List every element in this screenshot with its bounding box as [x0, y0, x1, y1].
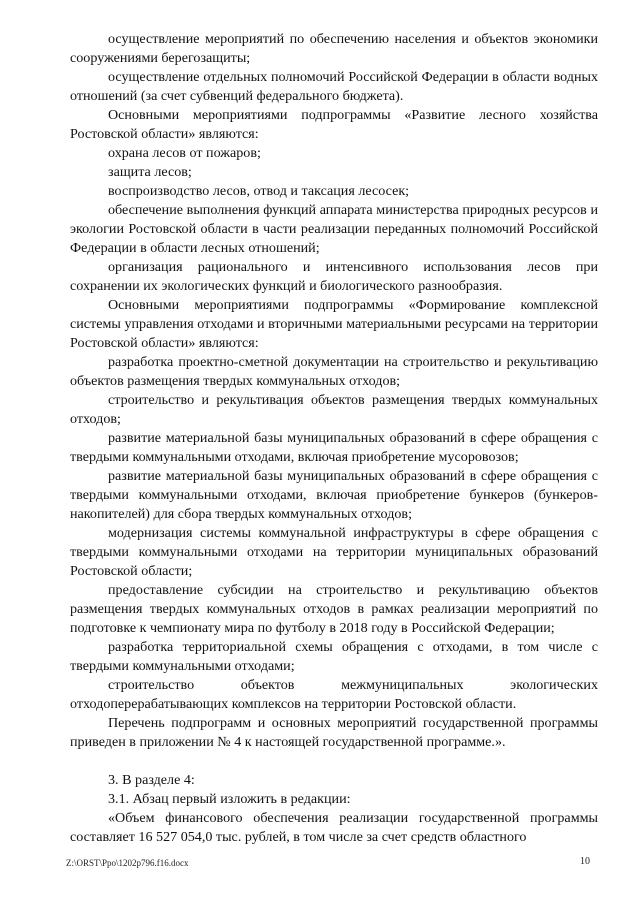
- paragraph: осуществление мероприятий по обеспечению населения и объектов экономики сооружениями берегозащиты;: [70, 31, 598, 66]
- paragraph: развитие материальной базы муниципальных образований в сфере обращения с твердыми коммунальными отходами, включая приобретение бункеров (бункеров-накопителей) для сбора твердых коммунальных отходов;: [70, 468, 598, 522]
- paragraph: осуществление отдельных полномочий Российской Федерации в области водных отношений (за счет субвенций федерального бюджета).: [70, 69, 598, 104]
- paragraph: защита лесов;: [108, 164, 192, 180]
- paragraph: организация рационального и интенсивного использования лесов при сохранении их экологических функций и биологического разнообразия.: [70, 259, 598, 294]
- paragraph: охрана лесов от пожаров;: [108, 145, 261, 161]
- paragraph: строительство объектов межмуниципальных экологических отходоперерабатывающих комплексов на территории Ростовской области.: [70, 677, 598, 712]
- blank-line: [70, 752, 598, 771]
- paragraph: Перечень подпрограмм и основных мероприятий государственной программы приведен в приложении № 4 к настоящей государственной программе.».: [70, 715, 598, 750]
- document-body: [70, 30, 598, 847]
- paragraph: воспроизводство лесов, отвод и таксация лесосек;: [108, 183, 410, 199]
- paragraph: «Объем финансового обеспечения реализации государственной программы составляет 16 527 054,0 тыс. рублей, в том числе за счет средств областного: [70, 810, 598, 845]
- paragraph: развитие материальной базы муниципальных образований в сфере обращения с твердыми коммунальными отходами, включая приобретение мусоровозов;: [70, 430, 598, 465]
- paragraph: разработка проектно-сметной документации на строительство и рекультивацию объектов размещения твердых коммунальных отходов;: [70, 354, 598, 389]
- page-number: 10: [580, 856, 590, 867]
- paragraph: предоставление субсидии на строительство и рекультивацию объектов размещения твердых коммунальных отходов в рамках реализации мероприятий по подготовке к чемпионату мира по футболу в 2018 году в Российской Федерации;: [70, 582, 598, 636]
- section-heading: 3. В разделе 4:: [108, 772, 195, 788]
- footer-file-path: Z:\ORST\Ppo\1202p796.f16.docx: [66, 858, 189, 868]
- paragraph: разработка территориальной схемы обращения с отходами, в том числе с твердыми коммунальными отходами;: [70, 639, 598, 674]
- paragraph: 3.1. Абзац первый изложить в редакции:: [108, 791, 351, 807]
- paragraph: строительство и рекультивация объектов размещения твердых коммунальных отходов;: [70, 392, 598, 427]
- paragraph: Основными мероприятиями подпрограммы «Формирование комплексной системы управления отходами и вторичными материальными ресурсами на территории Ростовской области» являются:: [70, 297, 598, 351]
- paragraph: Основными мероприятиями подпрограммы «Развитие лесного хозяйства Ростовской области» являются:: [70, 107, 598, 142]
- paragraph: модернизация системы коммунальной инфраструктуры в сфере обращения с твердыми коммунальными отходами на территории муниципальных образований Ростовской области;: [70, 525, 598, 579]
- paragraph: обеспечение выполнения функций аппарата министерства природных ресурсов и экологии Ростовской области в части реализации переданных полномочий Российской Федерации в области лесных отношений;: [70, 202, 598, 256]
